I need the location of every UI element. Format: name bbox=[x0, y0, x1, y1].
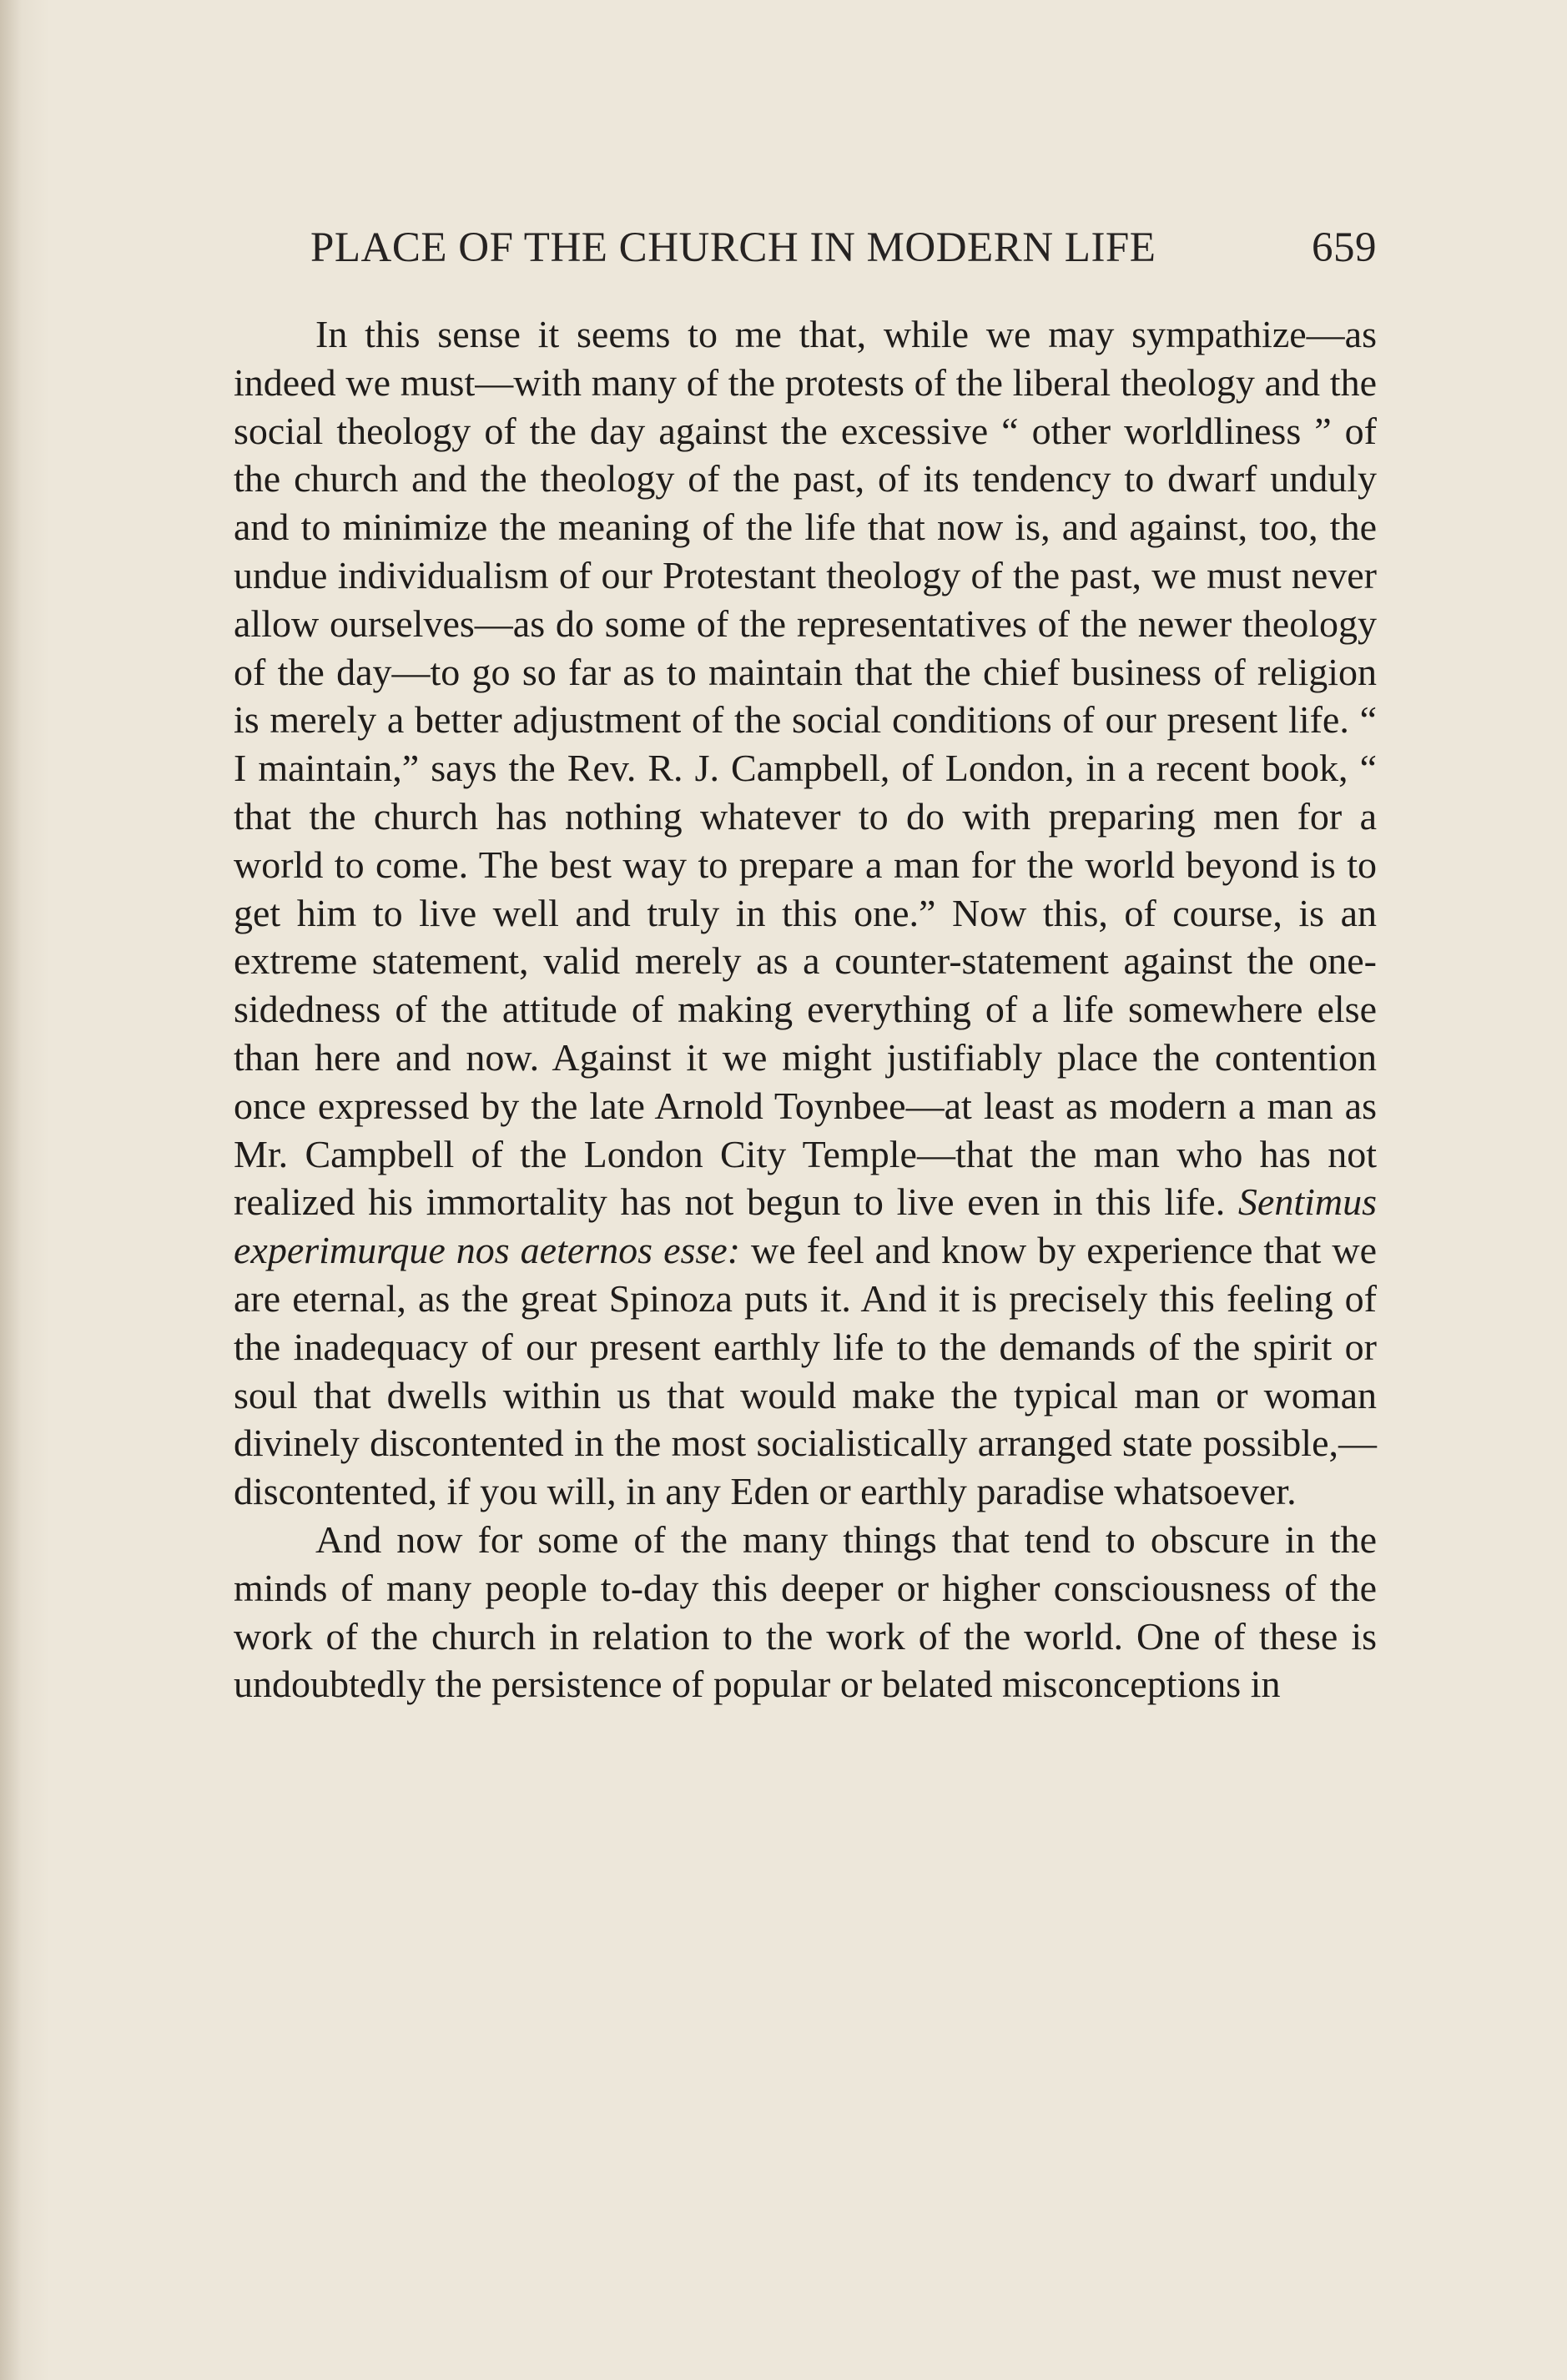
paragraph-2: And now for some of the many things that tend to obscure in the minds of many people to-day this deeper or higher consciousness of the work of the church in relation to the work of the world. One of these is undoubtedly the persistence of popular or belated misconceptions in bbox=[234, 1517, 1377, 1706]
paragraph-1-text: In this sense it seems to me that, while we may sympathize—as indeed we must—with many of the protests of the liberal theology and the social theology of the day against the excessive “ other worldliness ” of the church and the theology of the past, of its tendency to dwarf unduly and to minimize the meaning of the life that now is, and against, too, the undue individualism of our Protestant theology of the past, we must never allow ourselves—as do some of the representatives of the newer theology of the day—to go so far as to maintain that the chief business of religion is merely a better adjustment of the social conditions of our present life. “ I maintain,” says the Rev. R. J. Campbell, of London, in a recent book, “ that the church has nothing whatever to do with preparing men for a world to come. The best way to prepare a man for the world beyond is to get him to live well and truly in this one.” Now this, of course, is an extreme statement, valid merely as a counter-statement against the one-sidedness of the attitude of making everything of a life somewhere else than here and now. Against it we might justifiably place the contention once expressed by the late Arnold Toynbee—at least as modern a man as Mr. Campbell of the London City Temple—that the man who has not realized his immortality has not begun to live even in this life. bbox=[234, 313, 1377, 1224]
running-header bbox=[310, 224, 1377, 290]
body-text bbox=[234, 310, 1377, 1708]
paragraph-1-continuation: we feel and know by experience that we are eternal, as the great Spinoza puts it. And it is precisely this feeling of the inadequacy of our present earthly life to the demands of the spirit or soul that dwells within us that would make the typical man or woman divinely discontented in the most socialistically arranged state possible,—discontented, if you will, in any Eden or earthly paradise whatsoever. bbox=[234, 1229, 1377, 1513]
running-title: PLACE OF THE CHURCH IN MODERN LIFE bbox=[310, 224, 1156, 271]
paragraph-1 bbox=[234, 310, 1377, 1516]
page-number: 659 bbox=[1312, 224, 1377, 271]
page-gutter-shadow bbox=[0, 0, 22, 2380]
latin-quote: Sentimus experimurque nos aeternos esse: bbox=[234, 1180, 1378, 1272]
